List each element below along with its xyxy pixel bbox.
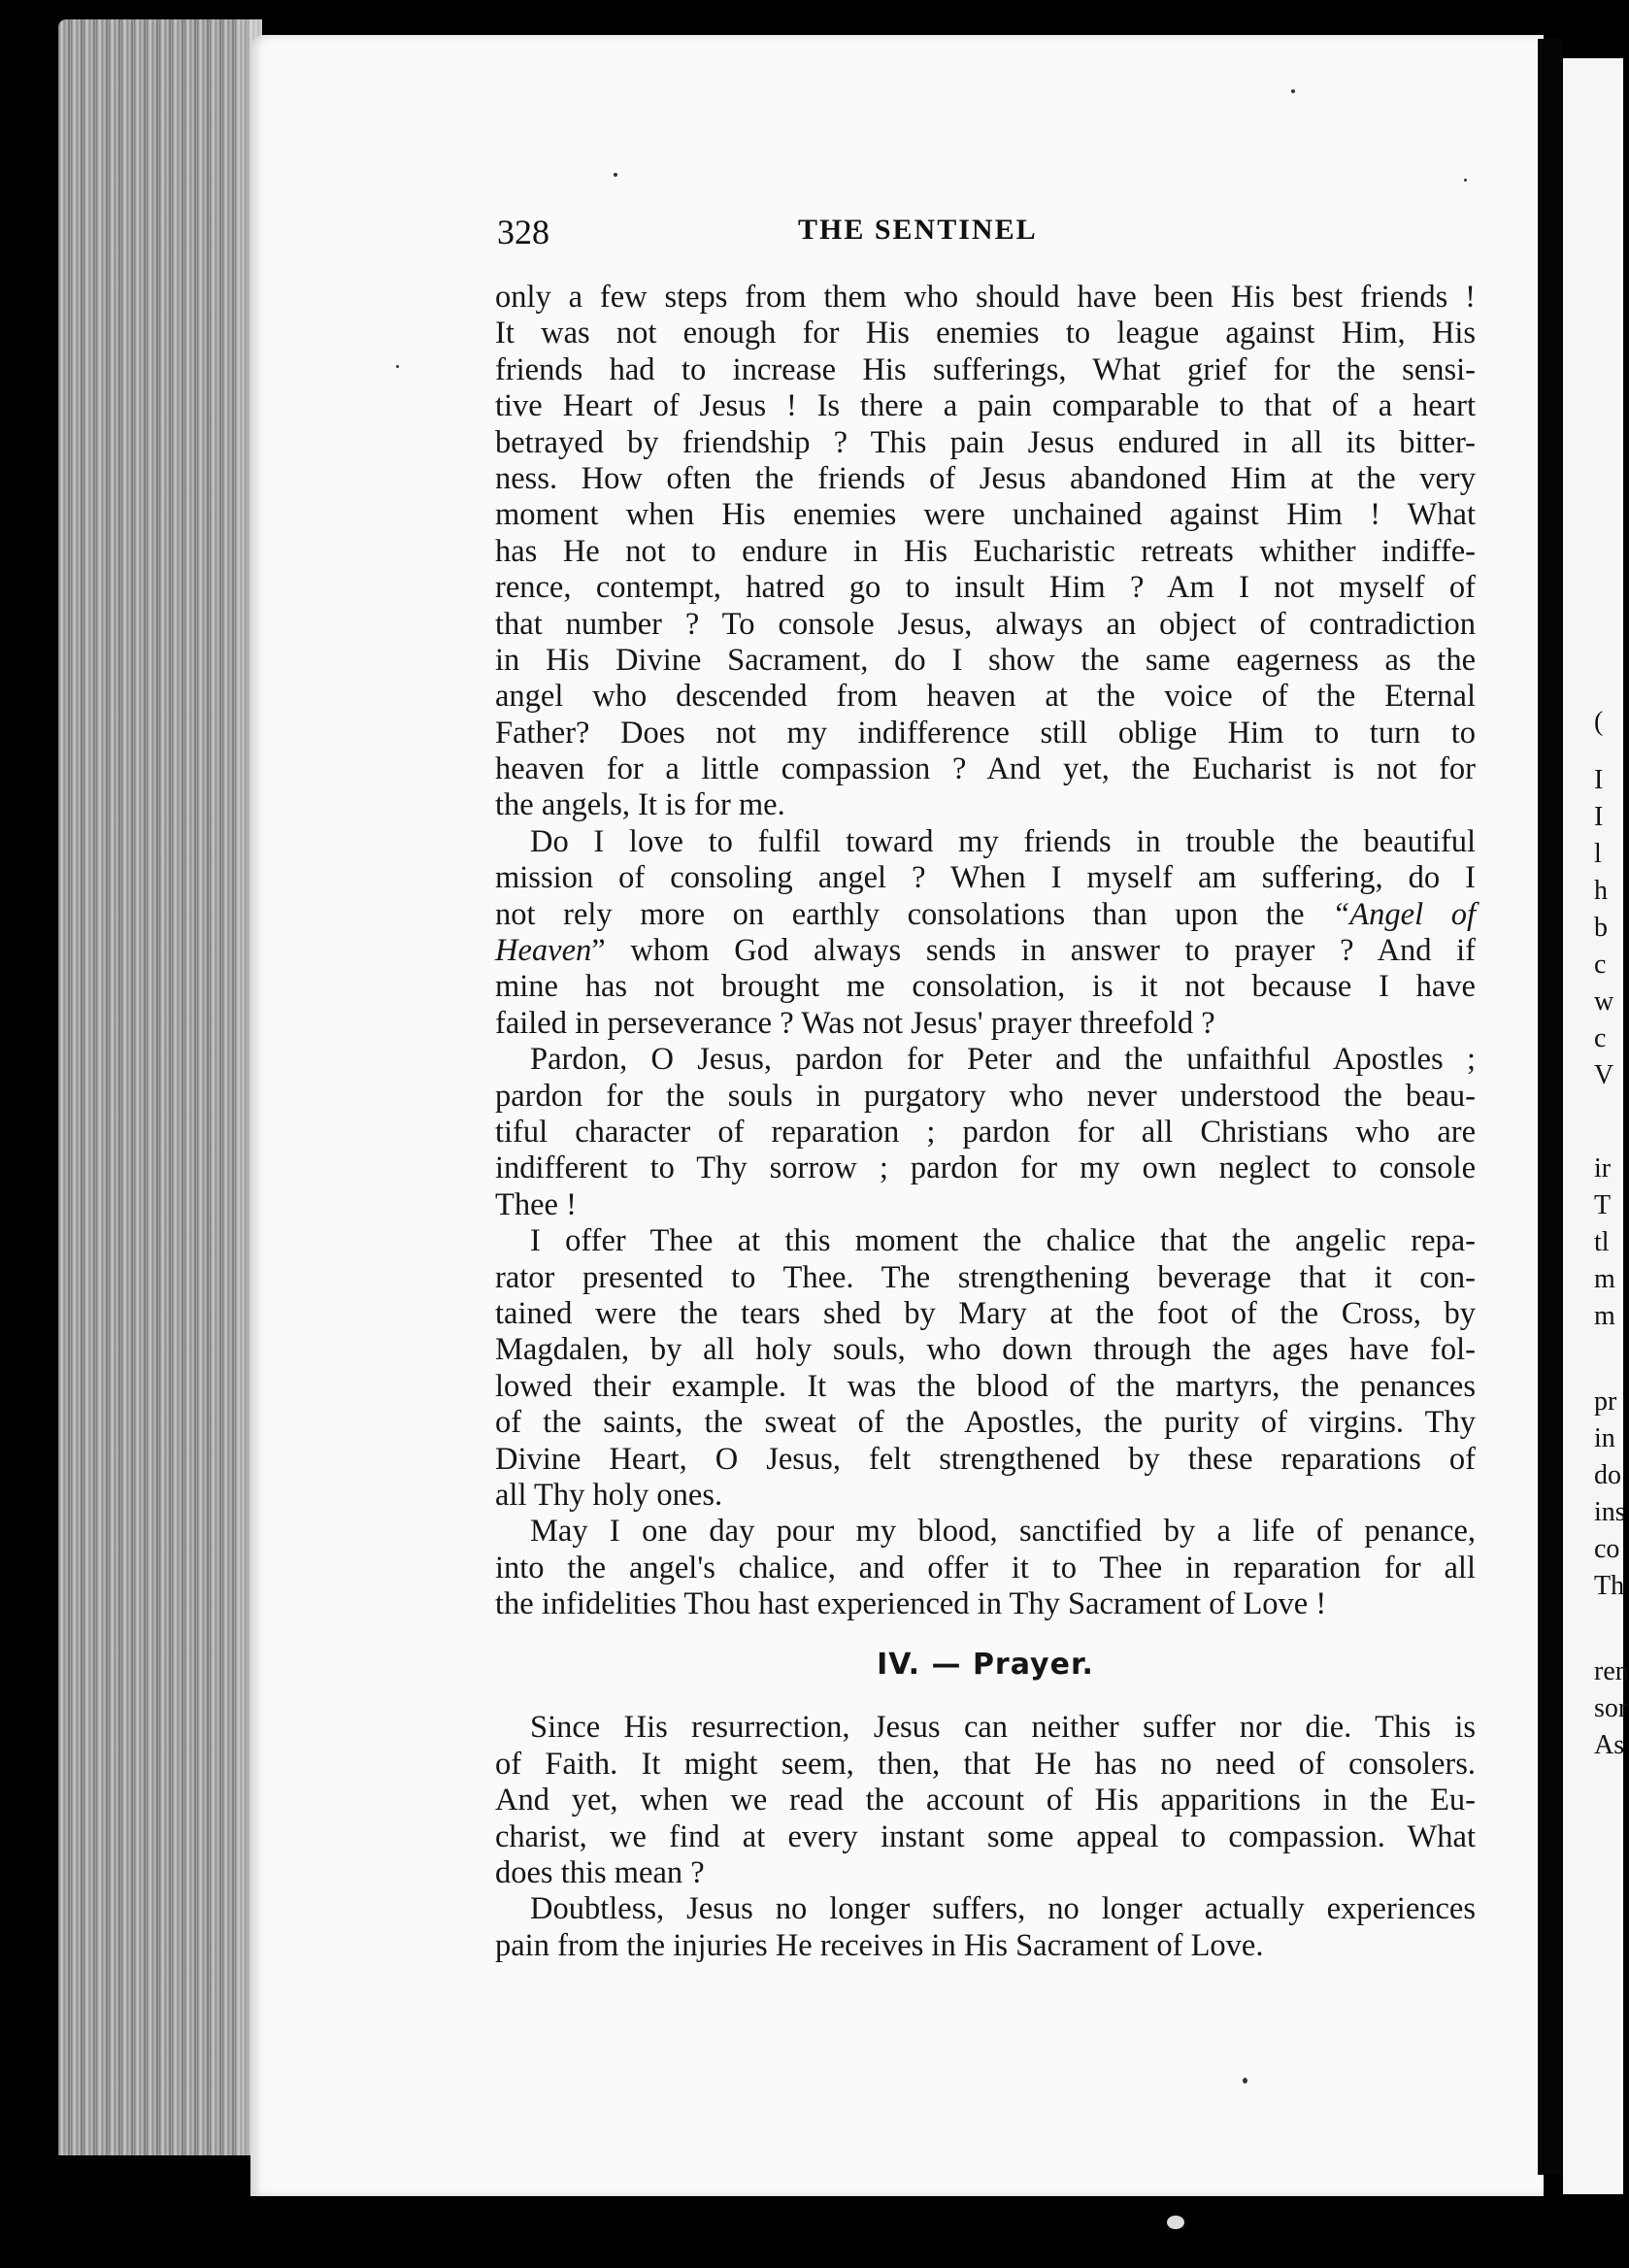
facing-page-text-fragment: I [1594, 802, 1604, 832]
paragraph-7 [495, 1891, 1476, 1964]
text-line: has He not to endure in His Eucharistic retreats whither indiffe- [495, 533, 1476, 569]
facing-page-text-fragment: co [1594, 1534, 1620, 1564]
page-number: 328 [497, 213, 549, 251]
text-line: Magdalen, by all holy souls, who down through the ages have fol- [495, 1332, 1476, 1368]
text-line: rence, contempt, hatred go to insult Him ? Am I not myself of [495, 570, 1476, 606]
text-line: does this mean ? [495, 1855, 705, 1891]
running-title: THE SENTINEL [798, 214, 1038, 246]
text-line: angel who descended from heaven at the voice of the Eternal [495, 679, 1476, 715]
text-line: rator presented to Thee. The strengthening beverage that it con- [495, 1259, 1476, 1295]
facing-page-text-fragment: l [1594, 839, 1602, 869]
text-line [495, 933, 1476, 969]
text-line: in His Divine Sacrament, do I show the same eagerness as the [495, 642, 1476, 678]
text-line: heaven for a little compassion ? And yet, the Eucharist is not for [495, 751, 1476, 787]
section-heading: IV. — Prayer. [877, 1648, 1094, 1683]
paragraph-1 [495, 280, 1476, 824]
facing-page-text-fragment: sor [1594, 1693, 1628, 1723]
text-line: indifferent to Thy sorrow ; pardon for my own neglect to console [495, 1151, 1476, 1186]
scan-speck [1167, 2216, 1184, 2229]
text-line: Pardon, O Jesus, pardon for Peter and the unfaithful Apostles ; [530, 1042, 1476, 1078]
facing-page-text-fragment: m [1594, 1301, 1615, 1331]
facing-page-text-fragment: tl [1594, 1227, 1610, 1257]
facing-page-text-fragment: b [1594, 913, 1608, 943]
text-line: May I one day pour my blood, sanctified by a life of penance, [530, 1514, 1476, 1550]
paragraph-2 [495, 824, 1476, 1042]
text-line: It was not enough for His enemies to league against Him, His [495, 316, 1476, 351]
scan-speck [1464, 179, 1467, 182]
text-line: betrayed by friendship ? This pain Jesus endured in all its bitter- [495, 424, 1476, 460]
facing-page-text-fragment: h [1594, 876, 1608, 906]
paragraph-3 [495, 1042, 1476, 1223]
text-fragment: ” whom God always sends in answer to prayer ? And if [591, 933, 1476, 969]
facing-page-text-fragment: ( [1594, 707, 1604, 737]
facing-page-text-fragment: ir [1594, 1153, 1612, 1184]
facing-page-strip [1563, 58, 1629, 2194]
book-page-edges [58, 19, 262, 2155]
facing-page-text-fragment: c [1594, 1023, 1607, 1053]
paragraph-5 [495, 1514, 1476, 1622]
italic-phrase: “Angel of [1332, 896, 1477, 932]
facing-page-text-fragment: pr [1594, 1386, 1617, 1417]
text-line: into the angel's chalice, and offer it to Thee in reparation for all [495, 1550, 1476, 1585]
text-line: of the saints, the sweat of the Apostles, the purity of virgins. Thy [495, 1405, 1476, 1441]
facing-page-text-fragment: c [1594, 950, 1607, 980]
text-line: tiful character of reparation ; pardon for all Christians who are [495, 1114, 1476, 1150]
scan-speck [1243, 2078, 1247, 2084]
scan-speck [1291, 89, 1295, 93]
page-header [497, 212, 1478, 250]
text-line: the infidelities Thou hast experienced in Thy Sacrament of Love ! [495, 1586, 1327, 1622]
text-line: failed in perseverance ? Was not Jesus' prayer threefold ? [495, 1005, 1215, 1041]
facing-page-text-fragment: I [1594, 765, 1604, 795]
text-line: ness. How often the friends of Jesus abandoned Him at the very [495, 460, 1476, 496]
text-line: lowed their example. It was the blood of the martyrs, the penances [495, 1368, 1476, 1404]
text-line: that number ? To console Jesus, always an object of contradiction [495, 606, 1476, 642]
text-line: the angels, It is for me. [495, 787, 785, 823]
page-body-text [495, 280, 1476, 1964]
facing-page-text-fragment: As [1594, 1730, 1625, 1760]
facing-page-text-fragment: w [1594, 986, 1614, 1017]
text-line: Divine Heart, O Jesus, felt strengthened by these reparations of [495, 1441, 1476, 1477]
text-line: Doubtless, Jesus no longer suffers, no longer actually experiences [530, 1891, 1476, 1927]
text-line: mine has not brought me consolation, is it not because I have [495, 969, 1476, 1005]
text-line: moment when His enemies were unchained against Him ! What [495, 497, 1476, 533]
text-line: mission of consoling angel ? When I myself am suffering, do I [495, 860, 1476, 896]
text-line: tive Heart of Jesus ! Is there a pain comparable to that of a heart [495, 388, 1476, 424]
paragraph-4 [495, 1223, 1476, 1514]
facing-page-text-fragment: T [1594, 1190, 1612, 1220]
facing-page-text-fragment: Th [1594, 1571, 1625, 1601]
text-line [495, 897, 1476, 933]
facing-page-text-fragment: ins [1594, 1497, 1626, 1527]
text-line: tained were the tears shed by Mary at the foot of the Cross, by [495, 1295, 1476, 1331]
text-line: Thee ! [495, 1186, 577, 1222]
book-gutter [1538, 39, 1563, 2175]
text-line: And yet, when we read the account of His apparitions in the Eu- [495, 1783, 1476, 1818]
text-line: charist, we find at every instant some appeal to compassion. What [495, 1818, 1476, 1854]
scan-speck [614, 173, 617, 177]
text-fragment: not rely more on earthly consolations than upon the [495, 896, 1305, 932]
paragraph-6 [495, 1710, 1476, 1891]
text-line: friends had to increase His sufferings, What grief for the sensi- [495, 351, 1476, 387]
text-line: only a few steps from them who should have been His best friends ! [495, 280, 1476, 315]
scan-speck [396, 365, 399, 368]
facing-page-text-fragment: do [1594, 1460, 1621, 1490]
text-line: pardon for the souls in purgatory who never understood the beau- [495, 1078, 1476, 1114]
text-line: Since His resurrection, Jesus can neither suffer nor die. This is [530, 1710, 1476, 1746]
text-line: Father? Does not my indifference still oblige Him to turn to [495, 715, 1476, 750]
text-line: all Thy holy ones. [495, 1477, 723, 1513]
text-line: Do I love to fulfil toward my friends in trouble the beautiful [530, 823, 1476, 859]
facing-page-text-fragment: V [1594, 1060, 1614, 1090]
text-line: of Faith. It might seem, then, that He has no need of consolers. [495, 1746, 1476, 1782]
text-line: I offer Thee at this moment the chalice that the angelic repa- [530, 1223, 1476, 1259]
facing-page-text-fragment: ren [1594, 1656, 1629, 1686]
text-line: pain from the injuries He receives in His Sacrament of Love. [495, 1927, 1264, 1963]
italic-phrase: Heaven [495, 933, 592, 969]
facing-page-text-fragment: m [1594, 1264, 1615, 1294]
facing-page-text-fragment: in [1594, 1423, 1615, 1453]
